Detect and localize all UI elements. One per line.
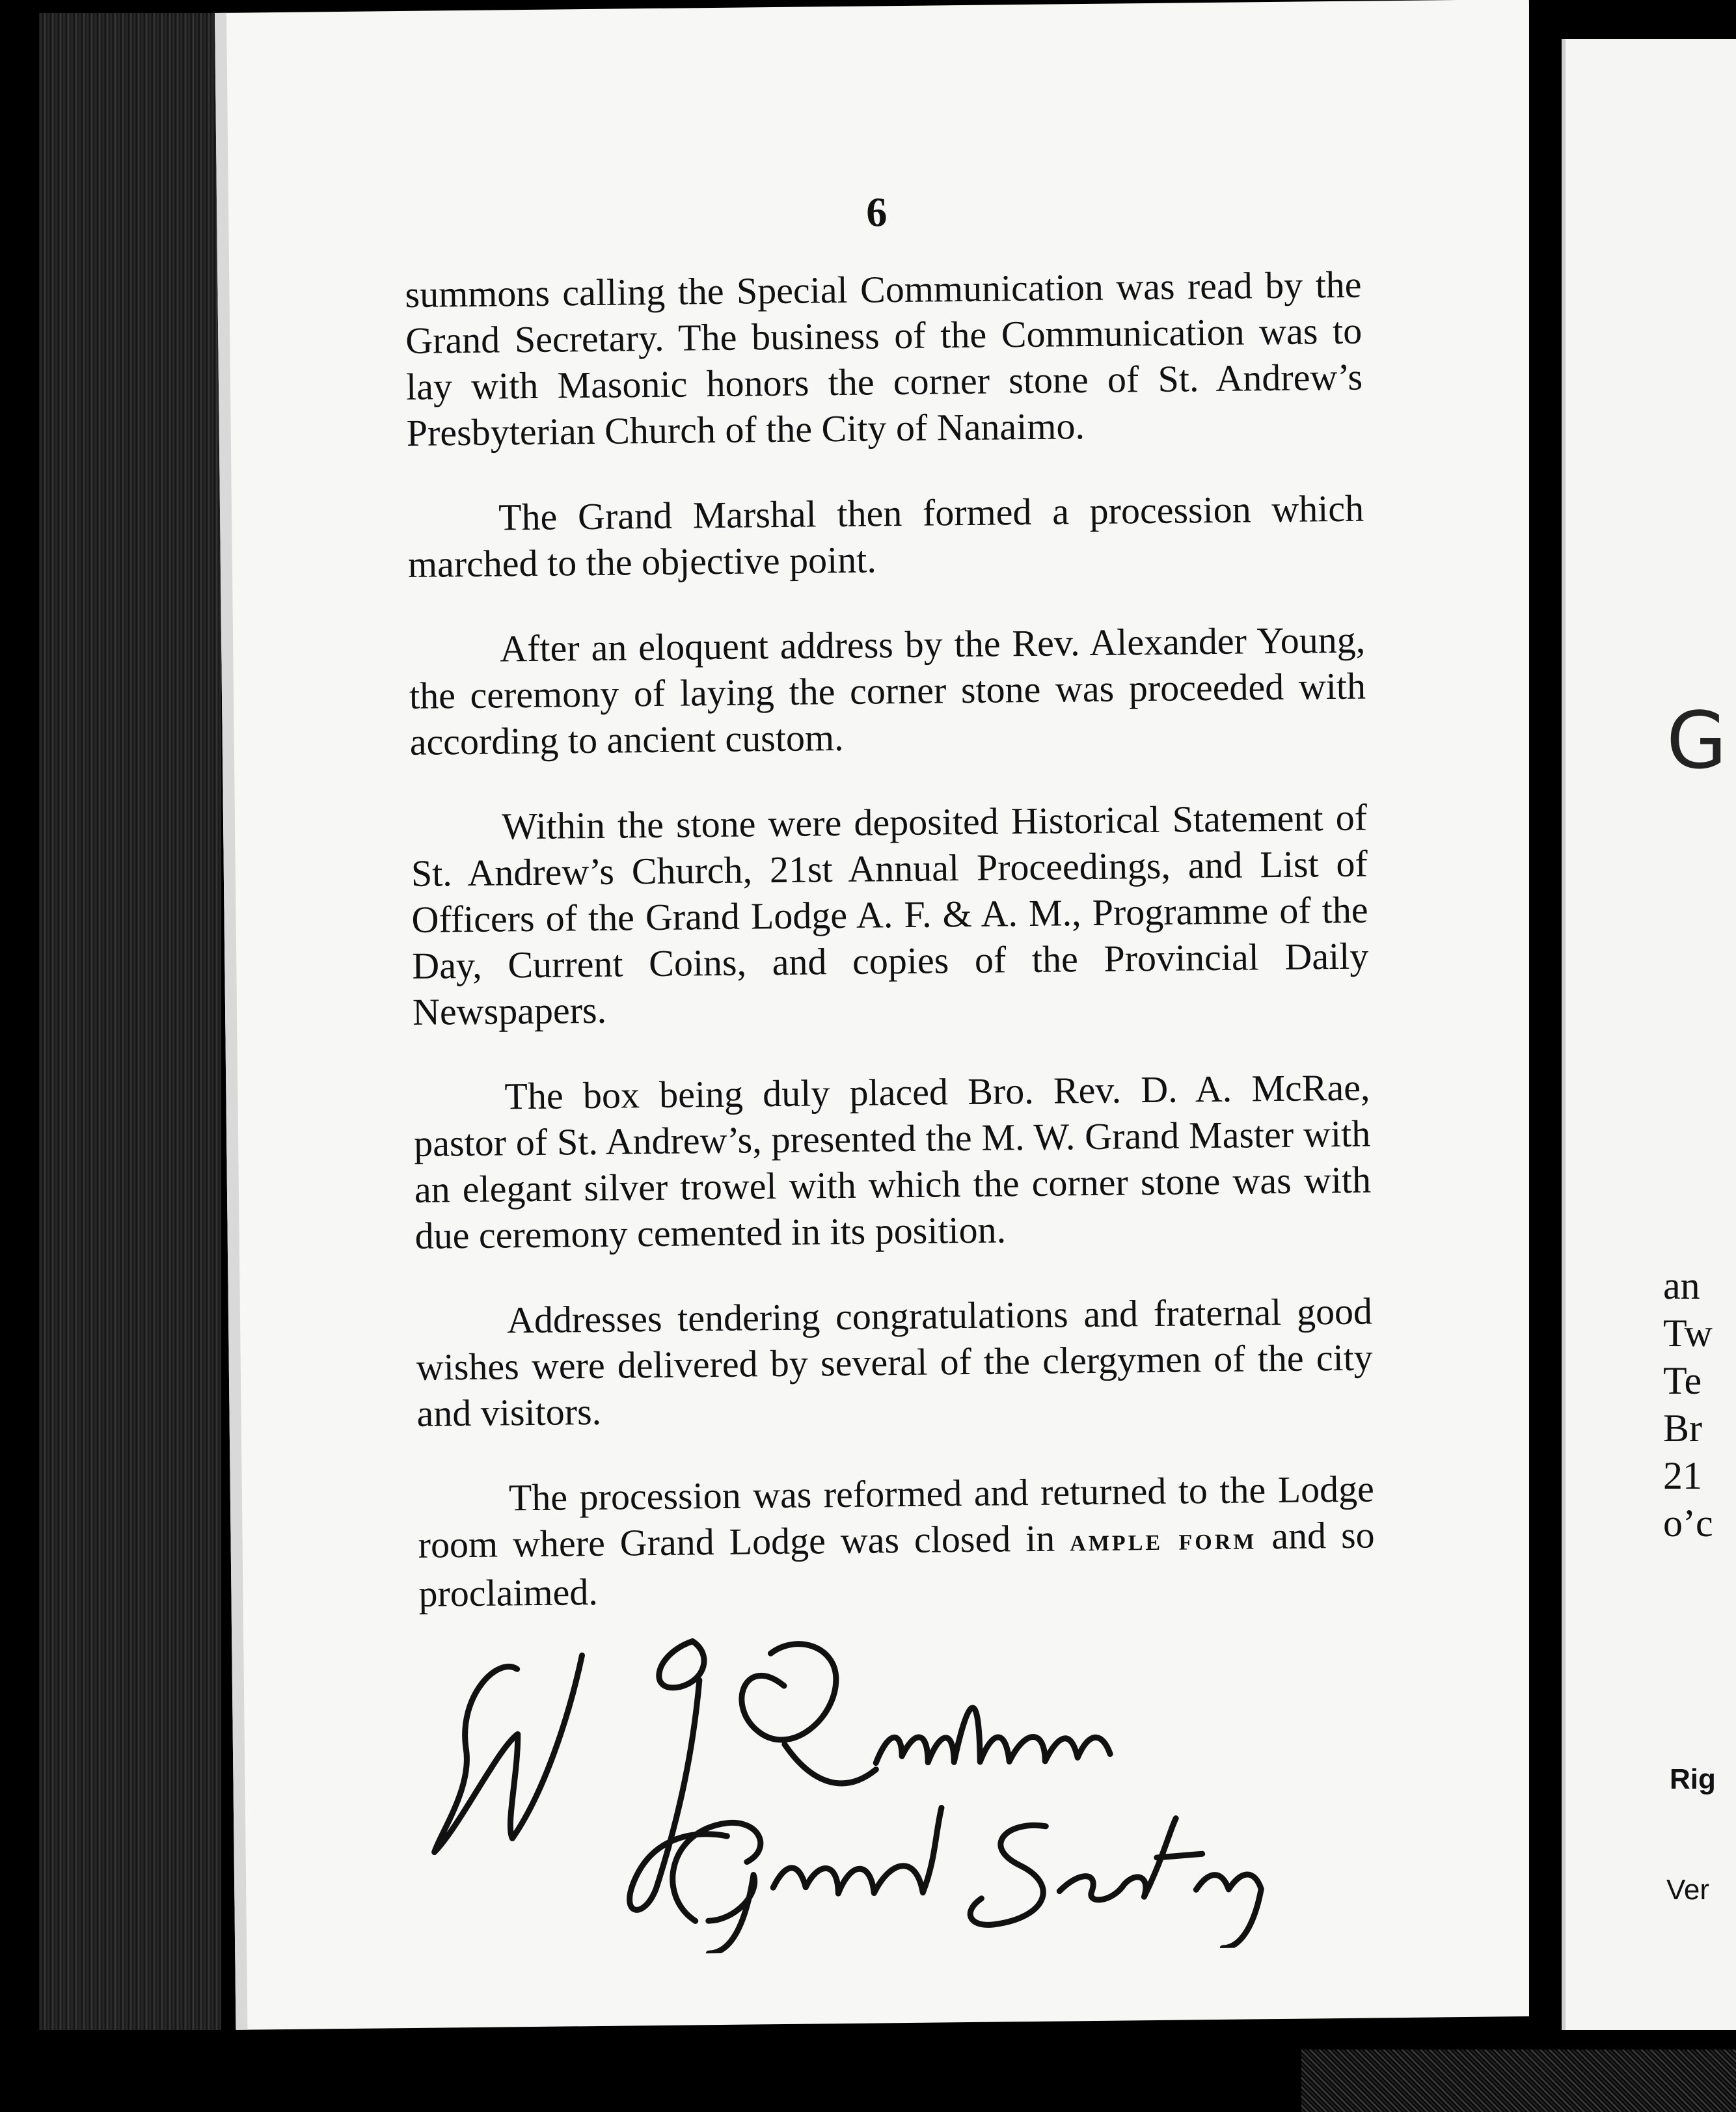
fragment: o’c xyxy=(1663,1502,1713,1545)
fragment: Te xyxy=(1663,1359,1702,1402)
paragraph-3: After an eloquent address by the Rev. Alexander Young, the ceremony of laying the corner stone was proceeded with according to ancient custom. xyxy=(409,618,1366,763)
paragraph-1: summons calling the Special Communication was read by the Grand Secretary. The business of the Communication was to lay with Masonic honors the corner stone of St. Andrew’s Presbyterian Church of the City of Nanaimo. xyxy=(405,263,1363,454)
body-text xyxy=(405,262,1376,1656)
page-number: 6 xyxy=(865,189,888,236)
paragraph-7 xyxy=(418,1465,1376,1616)
text-fragments xyxy=(1663,1262,1736,1547)
fragment: Br xyxy=(1663,1407,1702,1450)
fragment: Tw xyxy=(1663,1312,1713,1355)
fragment: an xyxy=(1663,1264,1700,1307)
paragraph-7-before: The procession was reformed and returned to the Lodge room where Grand Lodge was closed in xyxy=(418,1467,1375,1566)
fragment-rig: Rig xyxy=(1670,1763,1716,1795)
right-page-partial xyxy=(1562,39,1736,2030)
scan-noise xyxy=(1301,2050,1736,2112)
handwritten-signature xyxy=(419,1607,1463,1956)
paragraph-5: The box being duly placed Bro. Rev. D. A. McRae, pastor of St. Andrew’s, presented the M. W. Grand Master with an elegant silver trowel with which the corner stone was with due ceremony cemented in its position. xyxy=(413,1066,1372,1257)
paragraph-6: Addresses tendering congratulations and fraternal good wishes were delivered by several of the clergymen of the city and visitors. xyxy=(416,1290,1374,1435)
large-heading-letter: G xyxy=(1666,696,1727,787)
fragment: 21 xyxy=(1663,1454,1702,1497)
fragment-ver: Ver xyxy=(1666,1874,1710,1906)
book-page-edges xyxy=(39,13,221,2030)
left-page xyxy=(215,0,1550,2030)
paragraph-2: The Grand Marshal then formed a procession which marched to the objective point. xyxy=(407,487,1364,586)
paragraph-4: Within the stone were deposited Historical Statement of St. Andrew’s Church, 21st Annual Proceedings, and List of Officers of the Grand Lodge A. F. & A. M., Programme of the Day, Current Coins, and copies of the Provincial Daily Newspapers. xyxy=(411,796,1369,1033)
ample-form-smallcaps: ample form xyxy=(1069,1521,1257,1558)
paragraph-7-after: and so proclaimed. xyxy=(418,1513,1375,1615)
